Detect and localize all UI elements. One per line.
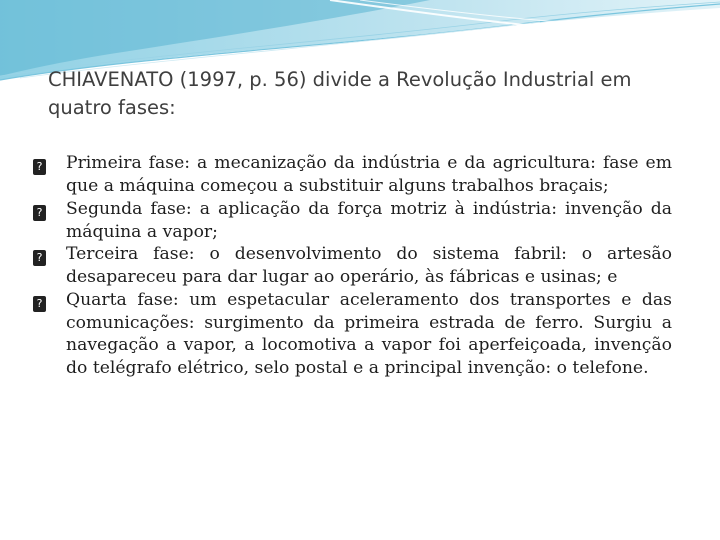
slide-title: CHIAVENATO (1997, p. 56) divide a Revolução Industrial em quatro fases: xyxy=(48,68,632,119)
list-item-text: Segunda fase: a aplicação da força motriz à indústria: invenção da máquina a vapor; xyxy=(66,198,672,242)
list-item xyxy=(32,198,672,244)
missing-glyph-icon: ? xyxy=(32,289,66,312)
missing-glyph-icon: ? xyxy=(32,152,66,175)
list-item-text: Terceira fase: o desenvolvimento do sistema fabril: o artesão desapareceu para dar lugar ao operário, às fábricas e usinas; e xyxy=(66,244,672,288)
list-item xyxy=(32,152,672,198)
list-item xyxy=(32,289,672,380)
bullet-list xyxy=(32,152,672,380)
list-item-text: Primeira fase: a mecanização da indústria e da agricultura: fase em que a máquina começou a substituir alguns trabalhos braçais; xyxy=(66,153,672,196)
missing-glyph-icon: ? xyxy=(32,198,66,221)
list-item-text: Quarta fase: um espetacular aceleramento dos transportes e das comunicações: surgimento da primeira estrada de ferro. Surgiu a navegação a vapor, a locomotiva a vapor foi aperfeiçoada, invenção do telégrafo elétrico, selo postal e a principal invenção: o telefone. xyxy=(66,289,672,378)
list-item xyxy=(32,243,672,289)
missing-glyph-icon: ? xyxy=(32,243,66,266)
